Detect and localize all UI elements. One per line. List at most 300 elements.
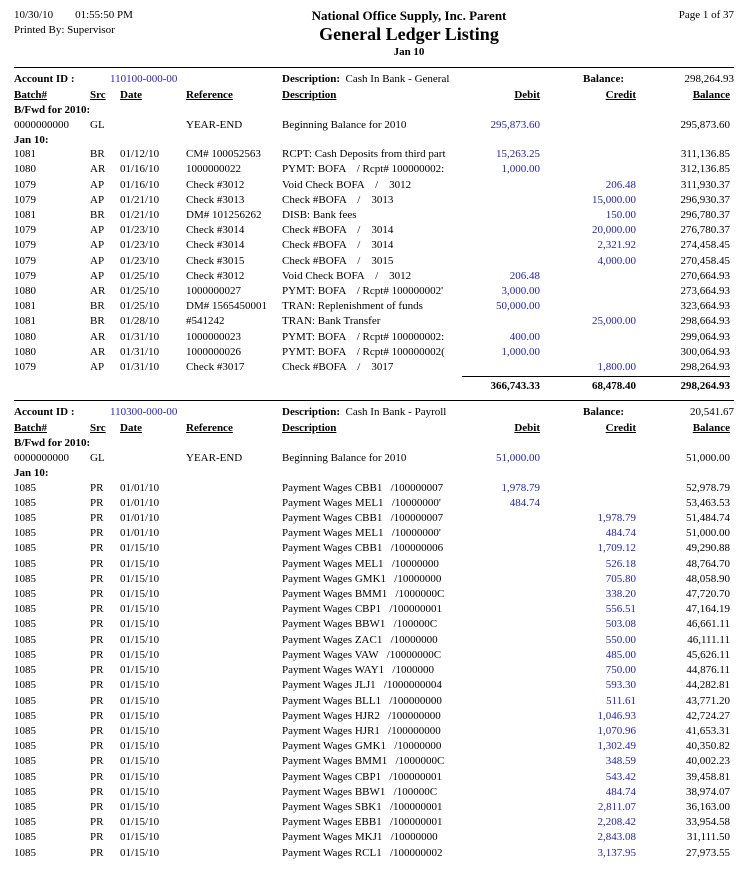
- cell-balance: 273,664.93: [680, 285, 730, 298]
- cell-reference: [186, 587, 282, 602]
- cell-batch: 1085: [14, 846, 36, 859]
- account-balance-value: 298,264.93: [684, 73, 734, 85]
- cell-debit: [462, 526, 540, 541]
- cell-balance: 311,930.37: [680, 178, 730, 191]
- table-row: [14, 617, 734, 632]
- cell-balance: 44,282.81: [686, 679, 730, 692]
- report-title: General Ledger Listing: [319, 24, 499, 44]
- cell-date: 01/23/10: [120, 224, 160, 237]
- cell-batch: 1085: [14, 679, 36, 692]
- cell-batch: 1080: [14, 330, 36, 343]
- cell-credit: [540, 330, 636, 345]
- cell-debit: 50,000.00: [496, 300, 540, 313]
- account-balance-label: Balance:: [583, 406, 624, 419]
- cell-balance: 48,764.70: [686, 557, 730, 570]
- cell-batch: 1085: [14, 618, 36, 631]
- account-id-value: 110100-000-00: [110, 73, 178, 85]
- cell-batch: 1085: [14, 740, 36, 753]
- account-section: [14, 67, 734, 394]
- column-header-batch: Batch#: [14, 89, 47, 101]
- cell-description: Void Check BOFA / 3012: [282, 269, 412, 282]
- cell-batch: 1079: [14, 224, 36, 237]
- account-id-label: Account ID :: [14, 73, 75, 85]
- table-row: [14, 754, 734, 769]
- cell-debit: [462, 648, 540, 663]
- account-id-label: Account ID :: [14, 406, 75, 419]
- table-row: [14, 602, 734, 617]
- account-rows: [14, 436, 734, 860]
- cell-debit: [462, 572, 540, 587]
- cell-date: [120, 118, 186, 133]
- cell-reference: [186, 754, 282, 769]
- cell-credit: 485.00: [605, 648, 636, 661]
- cell-balance: 47,720.70: [686, 588, 730, 601]
- cell-src: PR: [90, 679, 104, 692]
- cell-balance: 47,164.19: [686, 603, 730, 616]
- account-header-row: [14, 71, 734, 87]
- cell-src: PR: [90, 709, 104, 722]
- cell-debit: [462, 709, 540, 724]
- cell-date: 01/15/10: [120, 618, 160, 631]
- account-rows: [14, 103, 734, 375]
- cell-description: Payment Wages GMK1 /10000000: [282, 740, 442, 753]
- table-row: [14, 663, 734, 678]
- cell-balance: 40,002.23: [686, 755, 730, 768]
- cell-batch: 1079: [14, 254, 36, 267]
- table-row: [14, 830, 734, 845]
- cell-date: 01/15/10: [120, 846, 160, 859]
- cell-credit: 15,000.00: [592, 193, 636, 206]
- table-row: [14, 785, 734, 800]
- cell-batch: 1085: [14, 572, 36, 585]
- account-description-label: Description:: [282, 73, 341, 85]
- cell-credit: 20,000.00: [592, 224, 636, 237]
- cell-credit: [540, 162, 636, 177]
- cell-reference: [186, 785, 282, 800]
- cell-credit: 150.00: [605, 209, 636, 222]
- cell-src: BR: [90, 209, 105, 222]
- column-header-date: Date: [120, 89, 142, 101]
- cell-date: 01/15/10: [120, 724, 160, 737]
- cell-reference: [186, 648, 282, 663]
- cell-credit: [540, 118, 636, 133]
- cell-credit: 550.00: [605, 633, 636, 646]
- cell-description: Beginning Balance for 2010: [282, 451, 407, 464]
- cell-src: BR: [90, 315, 105, 328]
- cell-description: Payment Wages CBP1 /100000001: [282, 603, 442, 616]
- cell-batch: 1085: [14, 694, 36, 707]
- cell-debit: [462, 511, 540, 526]
- cell-reference: [186, 694, 282, 709]
- cell-date: 01/31/10: [120, 361, 160, 374]
- cell-description: Payment Wages EBB1 /100000001: [282, 816, 443, 829]
- cell-description: Payment Wages MKJ1 /10000000: [282, 831, 438, 844]
- cell-src: PR: [90, 664, 104, 677]
- cell-date: 01/23/10: [120, 254, 160, 267]
- cell-batch: 1085: [14, 481, 36, 494]
- cell-balance: 48,058.90: [686, 572, 730, 585]
- cell-debit: [462, 770, 540, 785]
- cell-batch: 1085: [14, 709, 36, 722]
- cell-reference: #541242: [186, 315, 225, 328]
- cell-description: Payment Wages BBW1 /100000C: [282, 618, 438, 631]
- cell-balance: 51,484.74: [686, 512, 730, 525]
- cell-reference: Check #3015: [186, 254, 245, 267]
- cell-description: Payment Wages CBP1 /100000001: [282, 770, 442, 783]
- column-header-debit: Debit: [514, 89, 540, 101]
- table-row: [14, 193, 734, 208]
- cell-reference: 1000000027: [186, 285, 241, 298]
- cell-date: 01/15/10: [120, 740, 160, 753]
- table-row: [14, 572, 734, 587]
- account-balance-value: 20,541.67: [690, 406, 734, 419]
- table-row: [14, 178, 734, 193]
- cell-debit: 206.48: [509, 269, 540, 282]
- cell-balance: 295,873.60: [680, 118, 730, 131]
- cell-debit: [462, 694, 540, 709]
- table-row: [14, 724, 734, 739]
- cell-reference: YEAR-END: [186, 451, 243, 464]
- cell-description: DISB: Bank fees: [282, 209, 357, 222]
- cell-credit: 556.51: [605, 603, 636, 616]
- cell-debit: [462, 360, 540, 375]
- cell-src: PR: [90, 800, 104, 813]
- cell-src: AP: [90, 178, 105, 191]
- cell-description: PYMT: BOFA / Rcpt# 100000002:: [282, 330, 445, 343]
- cell-reference: [186, 541, 282, 556]
- cell-batch: 1080: [14, 345, 36, 358]
- report-header: [14, 8, 734, 59]
- cell-reference: [186, 602, 282, 617]
- cell-debit: [462, 178, 540, 193]
- cell-src: BR: [90, 148, 105, 161]
- table-row: [14, 118, 734, 133]
- cell-credit: 338.20: [605, 588, 636, 601]
- cell-credit: 1,046.93: [597, 709, 636, 722]
- cell-credit: 543.42: [605, 770, 636, 783]
- table-row: [14, 557, 734, 572]
- cell-description: Payment Wages RCL1 /100000002: [282, 846, 443, 859]
- account-description-value: Cash In Bank - General: [345, 73, 450, 85]
- cell-balance: 40,350.82: [686, 740, 730, 753]
- cell-description: Check #BOFA / 3015: [282, 254, 394, 267]
- cell-credit: [540, 284, 636, 299]
- cell-reference: [186, 663, 282, 678]
- cell-src: PR: [90, 770, 104, 783]
- cell-batch: 1085: [14, 816, 36, 829]
- cell-batch: 1085: [14, 648, 36, 661]
- account-header-row: [14, 404, 734, 420]
- cell-reference: Check #3012: [186, 269, 245, 282]
- cell-src: BR: [90, 300, 105, 313]
- cell-balance: 41,653.31: [686, 724, 730, 737]
- cell-batch: 1085: [14, 527, 36, 540]
- cell-reference: [186, 496, 282, 511]
- cell-reference: 1000000026: [186, 345, 241, 358]
- cell-date: 01/01/10: [120, 512, 160, 525]
- cell-balance: 299,064.93: [680, 330, 730, 343]
- cell-reference: [186, 511, 282, 526]
- account-balance-label: Balance:: [583, 73, 624, 85]
- cell-reference: [186, 770, 282, 785]
- cell-description: Check #BOFA / 3013: [282, 193, 394, 206]
- group-label: B/Fwd for 2010:: [14, 437, 91, 450]
- column-header-reference: Reference: [186, 89, 233, 101]
- column-header-credit: Credit: [605, 89, 636, 101]
- cell-src: PR: [90, 831, 104, 844]
- table-row: [14, 800, 734, 815]
- account-description-value: Cash In Bank - Payroll: [345, 406, 447, 419]
- cell-debit: [462, 724, 540, 739]
- account-id-value: 110300-000-00: [110, 406, 178, 419]
- cell-credit: 3,137.95: [597, 846, 636, 859]
- table-row: [14, 526, 734, 541]
- cell-debit: [462, 617, 540, 632]
- cell-batch: 1081: [14, 315, 36, 328]
- cell-debit: [462, 208, 540, 223]
- cell-date: 01/15/10: [120, 679, 160, 692]
- cell-debit: 3,000.00: [501, 285, 540, 298]
- cell-src: PR: [90, 694, 104, 707]
- cell-date: 01/15/10: [120, 816, 160, 829]
- cell-batch: 1085: [14, 831, 36, 844]
- cell-credit: 511.61: [606, 694, 636, 707]
- cell-src: PR: [90, 755, 104, 768]
- column-header-reference: Reference: [186, 422, 233, 435]
- cell-src: PR: [90, 572, 104, 585]
- cell-reference: [186, 572, 282, 587]
- table-row: [14, 254, 734, 269]
- cell-balance: 276,780.37: [680, 224, 730, 237]
- cell-batch: 0000000000: [14, 451, 69, 464]
- cell-reference: [186, 526, 282, 541]
- cell-debit: [462, 254, 540, 269]
- column-header-description: Description: [282, 422, 337, 435]
- cell-reference: [186, 830, 282, 845]
- cell-balance: 298,664.93: [680, 315, 730, 328]
- cell-debit: [462, 587, 540, 602]
- cell-src: AR: [90, 285, 106, 298]
- cell-src: AR: [90, 345, 106, 358]
- table-row: [14, 846, 734, 861]
- group-label: B/Fwd for 2010:: [14, 104, 91, 116]
- cell-batch: 0000000000: [14, 118, 69, 131]
- column-header-src: Src: [90, 422, 106, 435]
- cell-description: Payment Wages MEL1 /10000000': [282, 527, 441, 540]
- cell-credit: 526.18: [605, 557, 636, 570]
- cell-src: PR: [90, 557, 104, 570]
- cell-debit: [462, 223, 540, 238]
- cell-debit: 1,978.79: [501, 481, 540, 494]
- cell-debit: [462, 193, 540, 208]
- cell-batch: 1085: [14, 496, 36, 509]
- table-row: [14, 633, 734, 648]
- cell-batch: 1085: [14, 664, 36, 677]
- cell-balance: 53,463.53: [686, 496, 730, 509]
- cell-balance: 270,664.93: [680, 269, 730, 282]
- cell-debit: [462, 739, 540, 754]
- cell-balance: 27,973.55: [686, 846, 730, 859]
- header-center: [204, 8, 614, 59]
- cell-description: Check #BOFA / 3017: [282, 361, 394, 374]
- cell-date: 01/15/10: [120, 709, 160, 722]
- group-label: Jan 10:: [14, 467, 49, 480]
- cell-balance: 274,458.45: [680, 239, 730, 252]
- column-header-credit: Credit: [605, 422, 636, 435]
- cell-reference: [186, 709, 282, 724]
- cell-src: PR: [90, 542, 104, 555]
- cell-date: 01/15/10: [120, 588, 160, 601]
- cell-balance: 300,064.93: [680, 345, 730, 358]
- cell-date: 01/25/10: [120, 285, 160, 298]
- cell-reference: Check #3014: [186, 224, 245, 237]
- cell-date: 01/15/10: [120, 755, 160, 768]
- cell-credit: [540, 299, 636, 314]
- table-row: [14, 208, 734, 223]
- cell-balance: 36,163.00: [686, 800, 730, 813]
- cell-credit: [540, 496, 636, 511]
- cell-description: Payment Wages MEL1 /10000000: [282, 557, 439, 570]
- cell-src: PR: [90, 648, 104, 661]
- cell-reference: [186, 633, 282, 648]
- table-row: [14, 345, 734, 360]
- cell-src: AP: [90, 239, 105, 252]
- table-row: [14, 694, 734, 709]
- cell-date: 01/31/10: [120, 330, 160, 343]
- cell-debit: [462, 541, 540, 556]
- cell-credit: [540, 451, 636, 466]
- account-description-label: Description:: [282, 406, 341, 419]
- cell-description: PYMT: BOFA / Rcpt# 100000002:: [282, 163, 445, 176]
- cell-description: Payment Wages BMM1 /1000000C: [282, 588, 445, 601]
- cell-date: 01/15/10: [120, 542, 160, 555]
- cell-batch: 1085: [14, 512, 36, 525]
- cell-reference: [186, 678, 282, 693]
- cell-balance: 270,458.45: [680, 254, 730, 267]
- cell-src: PR: [90, 603, 104, 616]
- cell-reference: DM# 101256262: [186, 209, 262, 222]
- cell-balance: 323,664.93: [680, 300, 730, 313]
- cell-date: 01/15/10: [120, 603, 160, 616]
- account-description: [282, 404, 564, 420]
- cell-balance: 43,771.20: [686, 694, 730, 707]
- report-body: [14, 67, 734, 861]
- cell-balance: 31,111.50: [686, 831, 730, 844]
- cell-credit: 484.74: [605, 527, 636, 540]
- cell-batch: 1085: [14, 633, 36, 646]
- cell-date: 01/25/10: [120, 269, 160, 282]
- table-row: [14, 147, 734, 162]
- table-row: [14, 299, 734, 314]
- account-section: [14, 400, 734, 860]
- cell-debit: 295,873.60: [490, 118, 540, 131]
- cell-debit: 400.00: [509, 330, 540, 343]
- table-row: [14, 770, 734, 785]
- cell-debit: [462, 785, 540, 800]
- cell-src: PR: [90, 846, 104, 859]
- column-header-date: Date: [120, 422, 142, 435]
- page-number: Page 1 of 37: [678, 9, 734, 21]
- cell-balance: 296,930.37: [680, 193, 730, 206]
- cell-reference: YEAR-END: [186, 118, 243, 131]
- cell-src: PR: [90, 816, 104, 829]
- column-header-balance: Balance: [692, 422, 730, 435]
- cell-debit: [462, 846, 540, 861]
- cell-description: Check #BOFA / 3014: [282, 224, 394, 237]
- cell-debit: 484.74: [509, 496, 540, 509]
- cell-src: PR: [90, 588, 104, 601]
- cell-credit: [540, 345, 636, 360]
- cell-debit: 1,000.00: [501, 345, 540, 358]
- column-header-row: [14, 420, 734, 436]
- cell-description: Payment Wages WAY1 /1000000: [282, 664, 434, 677]
- cell-description: Payment Wages JLJ1 /1000000004: [282, 679, 442, 692]
- cell-batch: 1081: [14, 209, 36, 222]
- cell-date: 01/16/10: [120, 178, 160, 191]
- cell-description: Payment Wages CBB1 /100000006: [282, 542, 444, 555]
- total-balance: 298,264.93: [636, 376, 730, 394]
- cell-batch: 1079: [14, 269, 36, 282]
- cell-date: 01/23/10: [120, 239, 160, 252]
- cell-batch: 1081: [14, 148, 36, 161]
- cell-src: PR: [90, 527, 104, 540]
- cell-credit: 2,321.92: [597, 239, 636, 252]
- cell-date: 01/15/10: [120, 557, 160, 570]
- cell-balance: 49,290.88: [686, 542, 730, 555]
- total-credit: 68,478.40: [540, 376, 636, 394]
- cell-src: GL: [90, 451, 105, 464]
- table-row: [14, 511, 734, 526]
- cell-date: 01/21/10: [120, 193, 160, 206]
- table-row: [14, 284, 734, 299]
- table-row: [14, 481, 734, 496]
- column-header-src: Src: [90, 89, 106, 101]
- cell-date: 01/25/10: [120, 300, 160, 313]
- cell-description: TRAN: Replenishment of funds: [282, 300, 423, 313]
- cell-balance: 44,876.11: [686, 664, 730, 677]
- table-row: [14, 314, 734, 329]
- cell-debit: [462, 663, 540, 678]
- table-row: [14, 648, 734, 663]
- cell-credit: 750.00: [605, 664, 636, 677]
- column-header-balance: Balance: [692, 89, 730, 101]
- column-header-debit: Debit: [514, 422, 540, 435]
- cell-batch: 1079: [14, 239, 36, 252]
- cell-date: 01/15/10: [120, 831, 160, 844]
- cell-src: PR: [90, 496, 104, 509]
- cell-batch: 1079: [14, 361, 36, 374]
- cell-date: 01/15/10: [120, 785, 160, 798]
- print-time: 01:55:50 PM: [75, 9, 133, 21]
- cell-date: 01/28/10: [120, 315, 160, 328]
- column-header-row: [14, 87, 734, 103]
- cell-balance: 46,111.11: [687, 633, 730, 646]
- cell-batch: 1081: [14, 300, 36, 313]
- cell-batch: 1085: [14, 755, 36, 768]
- table-row: [14, 238, 734, 253]
- table-row: [14, 162, 734, 177]
- cell-src: AP: [90, 254, 105, 267]
- cell-credit: [540, 269, 636, 284]
- cell-src: PR: [90, 740, 104, 753]
- cell-batch: 1085: [14, 557, 36, 570]
- cell-reference: Check #3013: [186, 193, 245, 206]
- cell-debit: 15,263.25: [496, 148, 540, 161]
- cell-credit: 4,000.00: [597, 254, 636, 267]
- cell-credit: 25,000.00: [592, 315, 636, 328]
- cell-src: PR: [90, 785, 104, 798]
- cell-date: 01/01/10: [120, 527, 160, 540]
